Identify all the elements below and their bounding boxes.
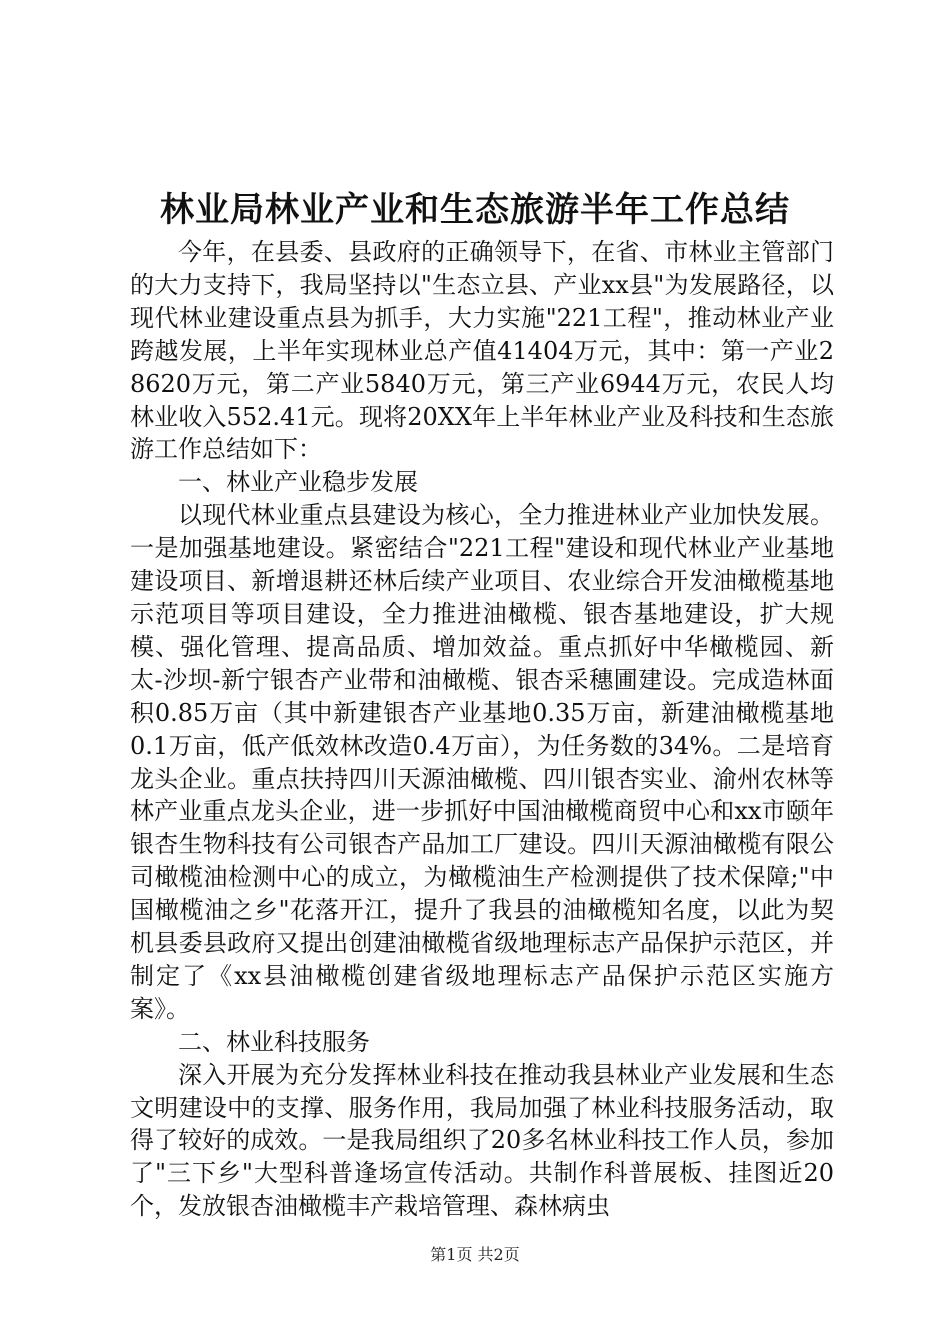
intro-paragraph: 今年，在县委、县政府的正确领导下，在省、市林业主管部门的大力支持下，我局坚持以"生态立县、产业xx县"为发展路径，以现代林业建设重点县为抓手，大力实施"221工程"，推动林业产业跨越发展，上半年实现林业总产值41404万元，其中：第一产业28620万元，第二产业5840万元，第三产业6944万元，农民人均林业收入552.41元。现将20XX年上半年林业产业及科技和生态旅游工作总结如下： <box>130 238 834 464</box>
industry-paragraph: 以现代林业重点县建设为核心，全力推进林业产业加快发展。一是加强基地建设。紧密结合"221工程"建设和现代林业产业基地建设项目、新增退耕还林后续产业项目、农业综合开发油橄榄基地示范项目等项目建设，全力推进油橄榄、银杏基地建设，扩大规模、强化管理、提高品质、增加效益。重点抓好中华橄榄园、新太-沙坝-新宁银杏产业带和油橄榄、银杏采穗圃建设。完成造林面积0.85万亩（其中新建银杏产业基地0.35万亩，新建油橄榄基地0.1万亩，低产低效林改造0.4万亩），为任务数的34%。二是培育龙头企业。重点扶持四川天源油橄榄、四川银杏实业、渝州农林等林产业重点龙头企业，进一步抓好中国油橄榄商贸中心和xx市颐年银杏生物科技有公司银杏产品加工厂建设。四川天源油橄榄有限公司橄榄油检测中心的成立，为橄榄油生产检测提供了技术保障;"中国橄榄油之乡"花落开江，提升了我县的油橄榄知名度，以此为契机县委县政府又提出创建油橄榄省级地理标志产品保护示范区，并制定了《xx县油橄榄创建省级地理标志产品保护示范区实施方案》。 <box>130 501 834 1023</box>
tech-paragraph: 深入开展为充分发挥林业科技在推动我县林业产业发展和生态文明建设中的支撑、服务作用，我局加强了林业科技服务活动，取得了较好的成效。一是我局组织了20多名林业科技工作人员，参加了"三下乡"大型科普逢场宣传活动。共制作科普展板、挂图近20个，发放银杏油橄榄丰产栽培管理、森林病虫 <box>130 1060 834 1221</box>
section-heading-industry: 一、林业产业稳步发展 <box>178 468 418 497</box>
section-heading-tech: 二、林业科技服务 <box>178 1027 370 1056</box>
page-footer: 第1页 共2页 <box>430 1245 520 1264</box>
document-body <box>130 236 834 1223</box>
document-title: 林业局林业产业和生态旅游半年工作总结 <box>160 190 790 230</box>
